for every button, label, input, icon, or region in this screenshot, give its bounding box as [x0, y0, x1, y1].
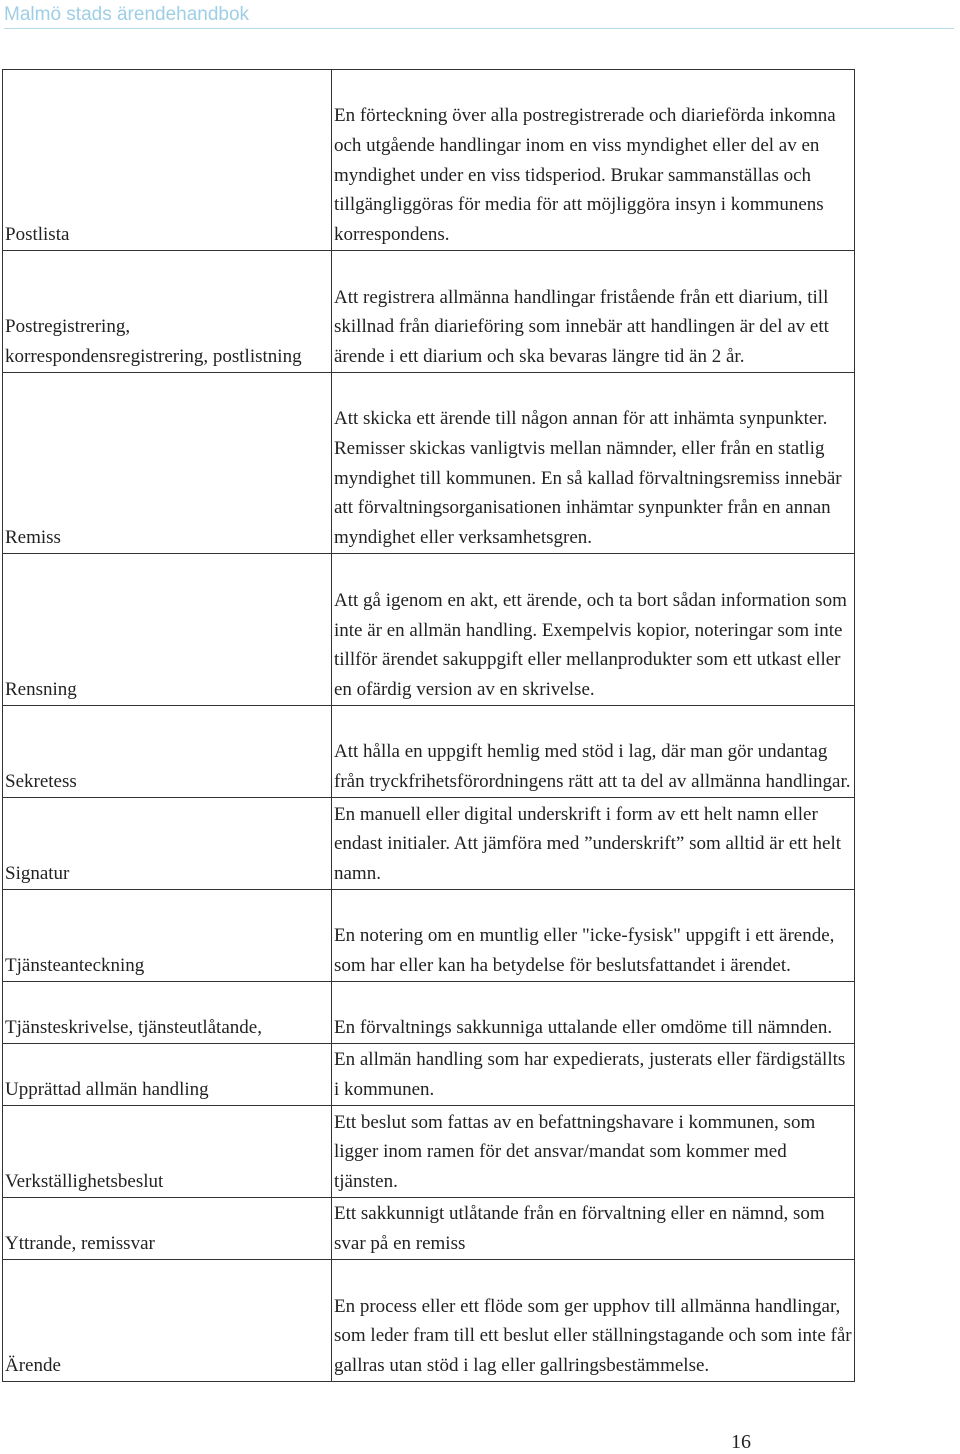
table-row	[3, 1044, 855, 1106]
term-cell: Rensning	[3, 554, 332, 706]
document-header: Malmö stads ärendehandbok	[4, 4, 250, 25]
definition-cell: En process eller ett flöde som ger upphov till allmänna handlingar, som leder fram till ett beslut eller ställningstagande och som inte får gallras utan stöd i lag eller gallringsbestämmelse.	[332, 1260, 855, 1382]
definition-cell: Att gå igenom en akt, ett ärende, och ta bort sådan information som inte är en allmän handling. Exempelvis kopior, noteringar som inte tillför ärendet sakuppgift eller mellanprodukter som ett utkast eller en ofärdig version av en skrivelse.	[332, 554, 855, 706]
definition-cell: En notering om en muntlig eller "icke-fysisk" uppgift i ett ärende, som har eller kan ha betydelse för beslutsfattandet i ärendet.	[332, 890, 855, 982]
term-cell: Postlista	[3, 70, 332, 251]
page-number: 16	[731, 1431, 751, 1453]
definition-cell: En manuell eller digital underskrift i form av ett helt namn eller endast initialer. Att jämföra med ”underskrift” som alltid är ett helt namn.	[332, 798, 855, 890]
definition-cell: Att hålla en uppgift hemlig med stöd i lag, där man gör undantag från tryckfrihetsförordningens rätt att ta del av allmänna handlingar.	[332, 706, 855, 798]
table-row	[3, 1260, 855, 1382]
term-cell: Sekretess	[3, 706, 332, 798]
definition-cell: En förteckning över alla postregistrerade och diarieförda inkomna och utgående handlingar inom en viss myndighet eller del av en myndighet under en viss tidsperiod. Brukar sammanställas och tillgängliggöras för media för att möjliggöra insyn i kommunens korrespondens.	[332, 70, 855, 251]
definition-cell: Ett beslut som fattas av en befattningshavare i kommunen, som ligger inom ramen för det ansvar/mandat som kommer med tjänsten.	[332, 1106, 855, 1198]
term-cell: Verkställighetsbeslut	[3, 1106, 332, 1198]
table-row	[3, 554, 855, 706]
term-cell: Upprättad allmän handling	[3, 1044, 332, 1106]
glossary-table	[2, 69, 855, 1382]
term-cell: Tjänsteskrivelse, tjänsteutlåtande,	[3, 982, 332, 1044]
term-cell: Tjänsteanteckning	[3, 890, 332, 982]
table-row	[3, 251, 855, 373]
table-row	[3, 1106, 855, 1198]
table-row	[3, 1198, 855, 1260]
term-cell: Yttrande, remissvar	[3, 1198, 332, 1260]
term-cell: Remiss	[3, 373, 332, 554]
table-row	[3, 982, 855, 1044]
definition-cell: En allmän handling som har expedierats, justerats eller färdigställts i kommunen.	[332, 1044, 855, 1106]
table-row	[3, 70, 855, 251]
term-cell: Signatur	[3, 798, 332, 890]
table-row	[3, 706, 855, 798]
term-cell: Ärende	[3, 1260, 332, 1382]
table-row	[3, 798, 855, 890]
term-cell: Postregistrering, korrespondensregistrering, postlistning	[3, 251, 332, 373]
definition-cell: En förvaltnings sakkunniga uttalande eller omdöme till nämnden.	[332, 982, 855, 1044]
table-row	[3, 890, 855, 982]
definition-cell: Ett sakkunnigt utlåtande från en förvaltning eller en nämnd, som svar på en remiss	[332, 1198, 855, 1260]
definition-cell: Att registrera allmänna handlingar fristående från ett diarium, till skillnad från diarieföring som innebär att handlingen är del av ett ärende i ett diarium och ska bevaras längre tid än 2 år.	[332, 251, 855, 373]
table-row	[3, 373, 855, 554]
header-divider	[4, 28, 954, 29]
definition-cell: Att skicka ett ärende till någon annan för att inhämta synpunkter. Remisser skickas vanligtvis mellan nämnder, eller från en statlig myndighet till kommunen. En så kallad förvaltningsremiss innebär att förvaltningsorganisationen inhämtar synpunkter från en annan myndighet eller verksamhetsgren.	[332, 373, 855, 554]
